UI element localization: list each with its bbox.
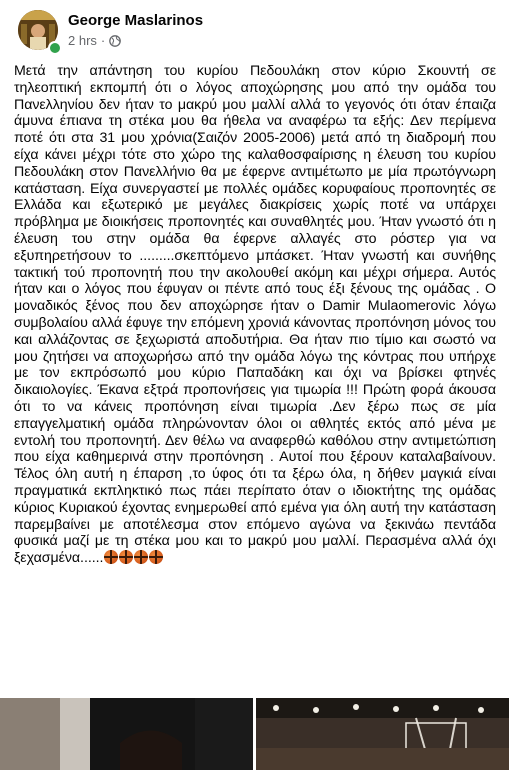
post-meta bbox=[68, 33, 121, 48]
basketball-icon bbox=[134, 550, 148, 564]
author-name[interactable]: George Maslarinos bbox=[68, 12, 204, 29]
basketball-icon bbox=[149, 550, 163, 564]
post-timestamp[interactable]: 2 hrs bbox=[68, 33, 97, 48]
post-body bbox=[14, 63, 496, 567]
photo-basketball-arena[interactable] bbox=[256, 698, 509, 770]
basketball-icon bbox=[104, 550, 118, 564]
post-header bbox=[14, 10, 494, 56]
emoji-group bbox=[104, 550, 163, 564]
basketball-icon bbox=[119, 550, 133, 564]
post-photos bbox=[0, 698, 509, 770]
post-text: Μετά την απάντηση του κυρίου Πεδουλάκη στον κύριο Σκουντή σε τηλεοπτική εκπομπή ότι ο λόγος αποχώρησης μου από την ομάδα του Πανελληνίου δεν ήταν το μακρύ μου μαλλί αλλά το γεγονός ότι όταν έπαιζα άμυνα έπιανα τη στέκα μου θα ήθελα να αναφέρω τα εξής: Δεν περίμενα ποτέ ότι στα 31 μου χρόνια(Σαιζόν 2005-2006) μετά από τη διαδρομή που είχα κάνει μέχρι τότε στο χώρο της καλαθοσφαίρισης η έλευση του κυρίου Πεδουλάκη στον Πανελλήνιο θα με έφερνε αντιμέτωπο με μία πρωτόγνωρη κατάσταση. Είχα συνεργαστεί με πολλές ομάδες κορυφαίους προπονητές σε Ελλάδα και εξωτερικό με μεγάλες διακρίσεις χωρίς ποτέ να υπάρχει πρόβλημα με διοικήσεις προπονητές και συναθλητές μου. Ήταν γνωστό ότι η έλευση του στην ομάδα θα έφερνε αλλαγές στο ρόστερ για να εξυπηρετήσουν το .........σκεπτόμενο μπάσκετ. Ήταν γνωστή και συνήθης τακτική τού προπονητή που την ακολουθεί ακόμη και μέχρι σήμερα. Αυτός ήταν και ο λόγος που έφυγαν οι πέντε από τους έξι ξένους της ομάδας . Ο μοναδικός ξένος που δεν αποχώρησε ήταν ο Damir Mulaomerovic λόγω συμβολαίου αλλά έφυγε την επόμενη χρονιά κάνοντας προπόνηση μόνος του και αλλάζοντας σε ξεχωριστά αποδυτήρια. Θα ήταν πιο τίμιο και σωστό να μου ζητήσει να αποχωρήσω από την ομάδα λόγω της κόντρας που υπήρχε με τον εκπρόσωπό μου κύριο Παπαδάκη και όχι να βρίσκει φτηνές δικαιολογίες. Έκανα εξτρά προπονήσεις για τιμωρία !!! Πρώτη φορά άκουσα ότι το να κάνεις προπόνηση είναι τιμωρία .Δεν ξέρω πως σε μία επαγγελματική ομάδα πληρώνονταν όλοι οι αθλητές εκτός από μένα με εντολή του προπονητή. Δεν θέλω να αναφερθώ καθόλου στην αντιμετώπιση που είχα καθημερινά στην προπόνηση . Αυτοί που ξέρουν καταλαβαίνουν. Τέλος όλη αυτή η έπαρση ,το ύφος ότι τα ξέρω όλα, η δήθεν μαγκιά είναι πραγματικά εκπληκτικό πως πάει περίπατο όταν ο ιδιοκτήτης της ομάδας κύριος Κυριακού έχοντας ενημερωθεί από εμένα για όλη αυτή την κατάσταση παρεμβαίνει με αποτέλεσμα στον επόμενο αγώνα να ξεκινάω πεντάδα φυσικά μαζί με τη στέκα μου και το μακρύ μου μαλλί. Περασμένα αλλά όχι ξεχασμένα...... bbox=[14, 63, 496, 567]
photo-player-portrait[interactable] bbox=[0, 698, 253, 770]
globe-icon[interactable] bbox=[109, 35, 121, 47]
online-status-indicator bbox=[48, 41, 62, 55]
meta-separator: · bbox=[100, 33, 106, 48]
